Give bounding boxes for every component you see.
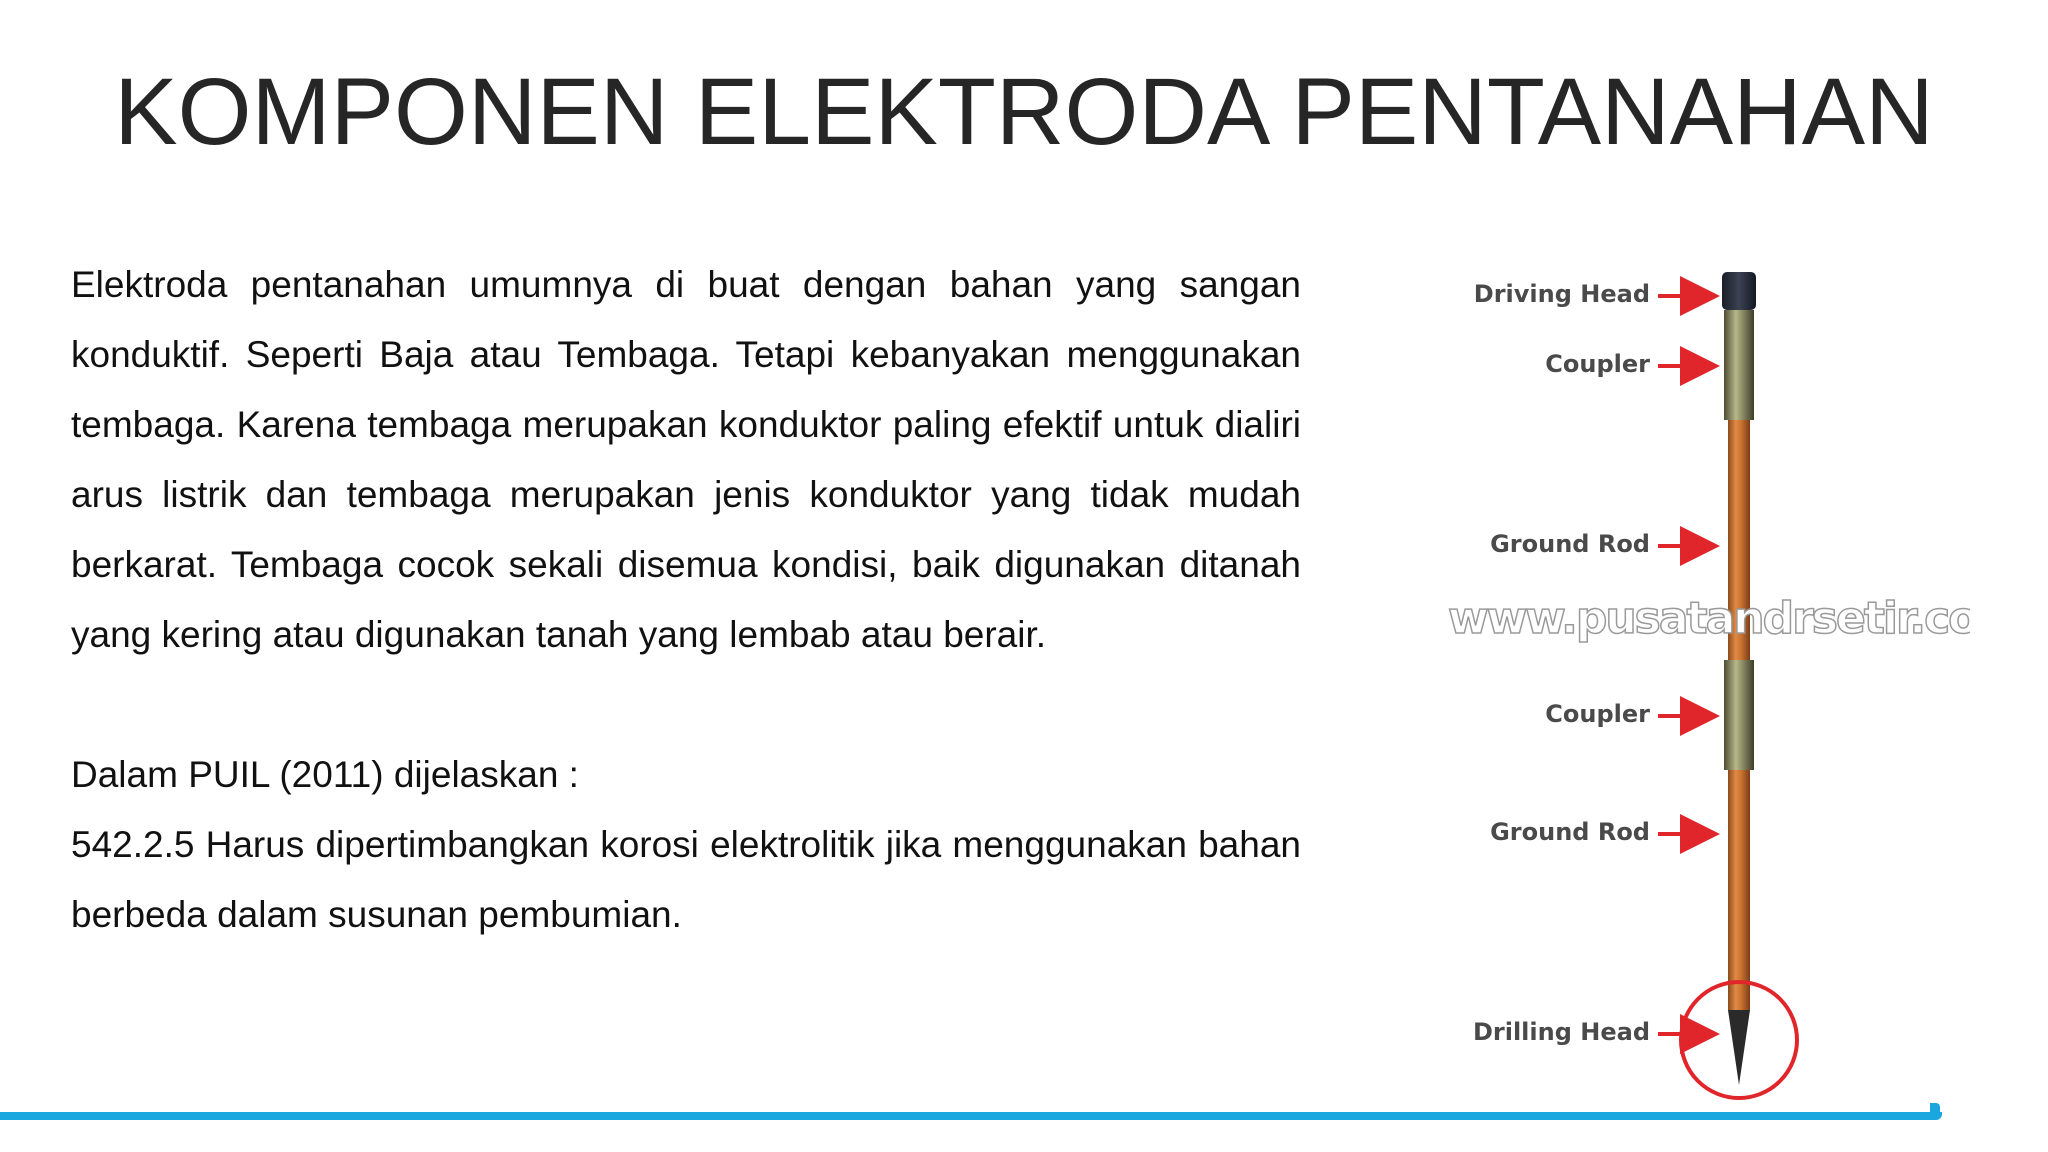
bottom-coupler-shape: [1724, 660, 1754, 770]
top-coupler-shape: [1724, 310, 1754, 420]
grounding-rod-diagram: [1410, 240, 1970, 1120]
paragraph-electrode-material: Elektroda pentanahan umumnya di buat dengan bahan yang sangan konduktif. Seperti Baja atau Tembaga. Tetapi kebanyakan menggunakan tembaga. Karena tembaga merupakan konduktor paling efektif untuk dialiri arus listrik dan tembaga merupakan jenis konduktor yang tidak mudah berkarat. Tembaga cocok sekali disemua kondisi, baik digunakan ditanah yang kering atau digunakan tanah yang lembab atau berair.: [71, 264, 1301, 655]
drilling-head-shape: [1728, 1010, 1750, 1085]
driving-head-shape: [1722, 272, 1756, 310]
watermark-text: www.pusatandrsetir.com: [1448, 593, 1970, 644]
puil-heading: Dalam PUIL (2011) dijelaskan :: [71, 754, 579, 795]
label-coupler-top: Coupler: [1545, 350, 1650, 378]
label-ground-rod-top: Ground Rod: [1490, 530, 1650, 558]
puil-clause: 542.2.5 Harus dipertimbangkan korosi elektrolitik jika menggunakan bahan berbeda dalam susunan pembumian.: [71, 824, 1301, 935]
label-driving-head: Driving Head: [1473, 280, 1650, 308]
label-drilling-head: Drilling Head: [1472, 1018, 1650, 1046]
slide-body: [71, 250, 1301, 950]
paragraph-spacer: [71, 670, 1301, 740]
slide-title: KOMPONEN ELEKTRODA PENTANAHAN: [114, 59, 1934, 165]
label-coupler-bottom: Coupler: [1545, 700, 1650, 728]
lower-ground-rod-shape: [1728, 770, 1750, 1010]
label-ground-rod-bottom: Ground Rod: [1490, 818, 1650, 846]
bottom-accent-line: [0, 1112, 1942, 1120]
bottom-accent-hook: [1930, 1103, 1940, 1117]
grounding-rod-figure: [1410, 240, 1970, 1120]
